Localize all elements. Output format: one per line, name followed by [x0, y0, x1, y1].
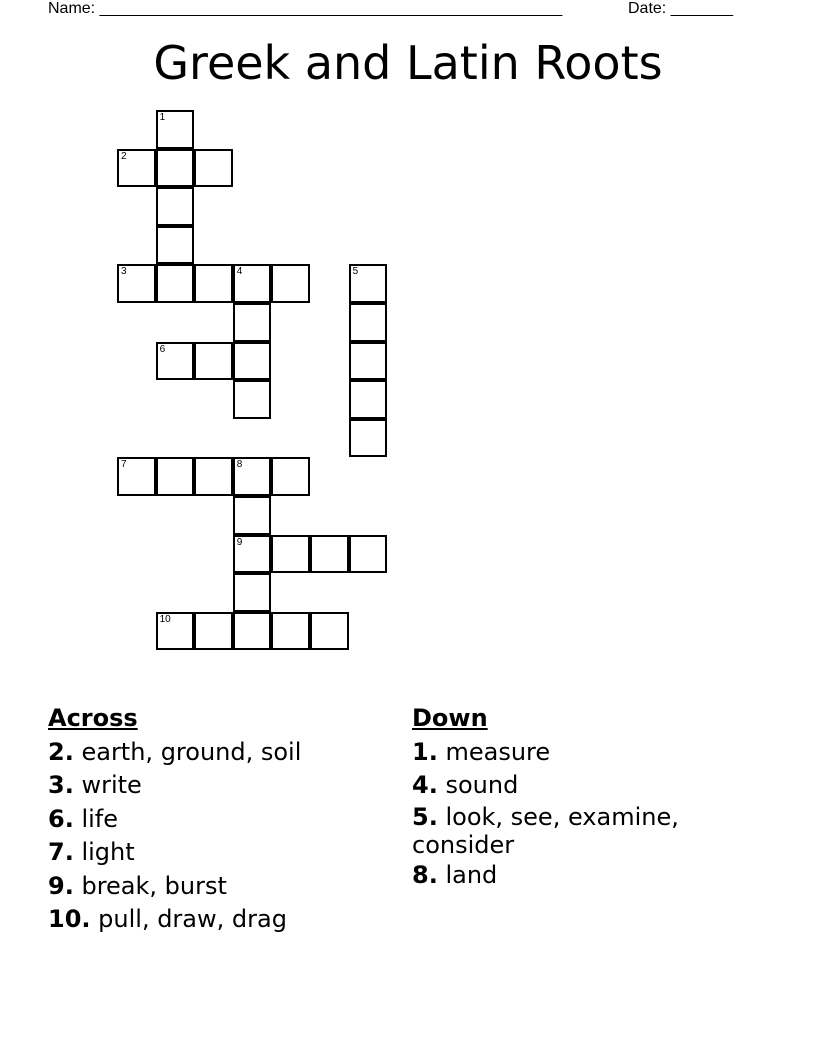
clue-num: 10.: [48, 905, 91, 933]
page-title: Greek and Latin Roots: [153, 36, 663, 90]
grid-cell: [194, 457, 233, 496]
clue-num: 1.: [412, 737, 438, 766]
across-clue: [48, 870, 388, 904]
clue-text: sound: [445, 771, 519, 799]
down-clue: [412, 736, 742, 770]
clue-number: 5: [352, 266, 359, 278]
clue-num: 8.: [412, 860, 438, 889]
grid-cell: [233, 342, 272, 381]
clue-text: earth, ground, soil: [81, 737, 302, 766]
across-clue: [48, 836, 388, 870]
grid-cell: [271, 264, 310, 303]
grid-cell: [233, 264, 272, 303]
down-heading: Down: [412, 704, 488, 732]
grid-cell: [156, 110, 195, 149]
grid-cell: [156, 264, 195, 303]
across-clue-list: [48, 736, 388, 937]
clue-number: 2: [121, 150, 127, 162]
grid-cell: [233, 573, 272, 612]
grid-cell: [156, 342, 195, 381]
grid-cell: [117, 149, 156, 188]
grid-cell: [194, 264, 233, 303]
grid-cell: [349, 535, 388, 574]
grid-cell: [349, 264, 388, 303]
clue-num: 2.: [48, 737, 74, 766]
clue-number: 10: [159, 613, 171, 625]
grid-cell: [310, 535, 349, 574]
grid-cell: [233, 457, 272, 496]
grid-cell: [349, 380, 388, 419]
clue-text: life: [81, 804, 119, 833]
clue-text: write: [81, 771, 142, 799]
clue-num: 6.: [48, 804, 74, 833]
clue-number: 8: [236, 459, 243, 471]
clue-text: land: [445, 860, 498, 889]
across-clue: [48, 736, 388, 770]
grid-cell: [233, 612, 272, 651]
grid-cell: [156, 149, 195, 188]
grid-cell: [117, 457, 156, 496]
clue-number: 1: [159, 112, 166, 123]
grid-cell: [271, 535, 310, 574]
grid-cell: [233, 303, 272, 342]
clue-number: 6: [159, 343, 166, 355]
across-clue: [48, 803, 388, 837]
across-heading: Across: [48, 704, 138, 732]
clue-num: 5.: [412, 802, 438, 831]
down-clue: [412, 859, 742, 893]
clue-text: measure: [445, 737, 551, 766]
clue-num: 7.: [48, 838, 74, 866]
grid-cell: [156, 226, 195, 265]
down-clue: [412, 769, 742, 803]
grid-cell: [194, 149, 233, 188]
clue-num: 4.: [412, 771, 438, 799]
header: [48, 0, 748, 20]
down-clue: [412, 803, 742, 859]
clue-text: pull, draw, drag: [98, 905, 287, 933]
clue-number: 4: [236, 266, 243, 278]
grid-cell: [194, 342, 233, 381]
grid-cell: [349, 303, 388, 342]
grid-cell: [156, 187, 195, 226]
grid-cell: [271, 457, 310, 496]
clue-number: 9: [236, 536, 243, 548]
name-field-label: Name: ____________________________________________________: [48, 0, 563, 17]
clue-text: break, burst: [81, 871, 227, 900]
clue-text: light: [81, 838, 135, 866]
clue-number: 3: [121, 266, 127, 278]
grid-cell: [156, 457, 195, 496]
down-clues: [412, 702, 742, 892]
clue-num: 3.: [48, 771, 74, 799]
across-clues: [48, 702, 388, 937]
grid-cell: [349, 342, 388, 381]
grid-cell: [194, 612, 233, 651]
grid-cell: [156, 612, 195, 651]
clue-num: 9.: [48, 871, 74, 900]
grid-cell: [271, 612, 310, 651]
date-field-label: Date: _______: [628, 0, 733, 17]
down-clue-list: [412, 736, 742, 893]
clue-number: 7: [121, 459, 127, 471]
grid-cell: [233, 535, 272, 574]
grid-cell: [233, 380, 272, 419]
grid-cell: [233, 496, 272, 535]
grid-cell: [117, 264, 156, 303]
across-clue: [48, 769, 388, 803]
grid-cell: [349, 419, 388, 458]
grid-cell: [310, 612, 349, 651]
across-clue: [48, 903, 388, 937]
clue-text: look, see, examine, consider: [412, 802, 679, 859]
